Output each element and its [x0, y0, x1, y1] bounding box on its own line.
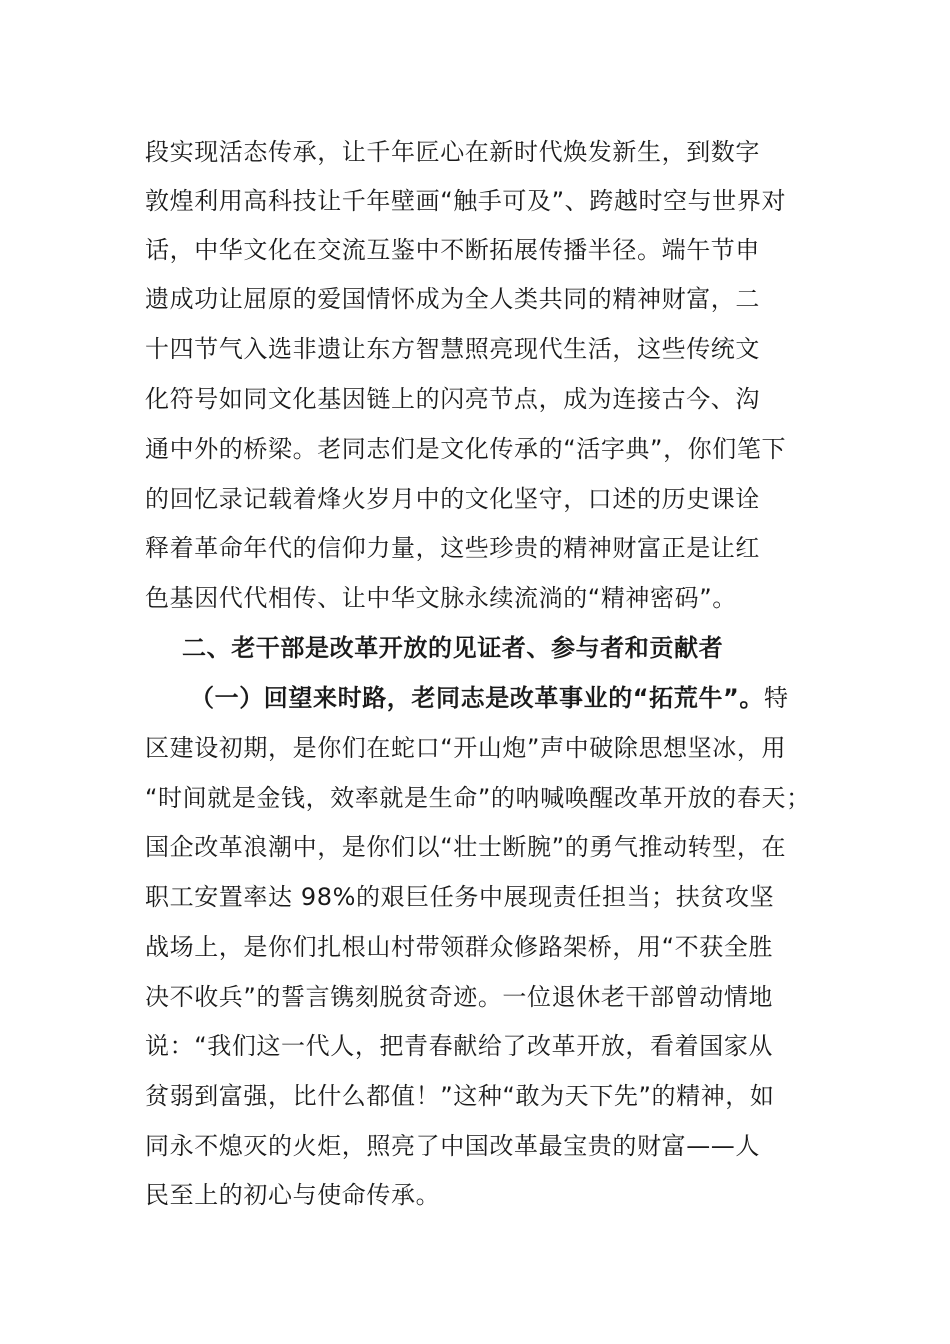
paragraph-line: 化符号如同文化基因链上的闪亮节点，成为连接古今、沟 [145, 385, 760, 413]
paragraph-line: 战场上，是你们扎根山村带领群众修路架桥，用“不获全胜 [145, 933, 774, 961]
paragraph-line: 同永不熄灭的火炬，照亮了中国改革最宝贵的财富——人 [145, 1132, 760, 1160]
paragraph-line: 十四节气入选非遗让东方智慧照亮现代生活，这些传统文 [145, 335, 760, 363]
paragraph-line: 释着革命年代的信仰力量，这些珍贵的精神财富正是让红 [145, 534, 760, 562]
paragraph-line: “时间就是金钱，效率就是生命”的呐喊唤醒改革开放的春天； [145, 784, 811, 812]
section-heading: 二、老干部是改革开放的见证者、参与者和贡献者 [182, 634, 724, 662]
subheading-bold: （一）回望来时路，老同志是改革事业的“拓荒牛”。 [190, 684, 764, 712]
subheading-rest: 特 [763, 684, 789, 712]
paragraph-line: 通中外的桥梁。老同志们是文化传承的“活字典”，你们笔下 [145, 435, 787, 463]
paragraph-line: 敦煌利用高科技让千年壁画“触手可及”、跨越时空与世界对 [145, 187, 787, 215]
paragraph-line: 话，中华文化在交流互鉴中不断拓展传播半径。端午节申 [145, 236, 760, 264]
paragraph-line: 段实现活态传承，让千年匠心在新时代焕发新生，到数字 [145, 138, 760, 166]
paragraph-line: 说：“我们这一代人，把青春献给了改革开放，看着国家从 [145, 1032, 774, 1060]
paragraph-line: 遗成功让屈原的爱国情怀成为全人类共同的精神财富，二 [145, 285, 760, 313]
paragraph-line: 职工安置率达 98%的艰巨任务中展现责任担当；扶贫攻坚 [145, 883, 775, 911]
paragraph-line: 决不收兵”的誓言镌刻脱贫奇迹。一位退休老干部曾动情地 [145, 983, 774, 1011]
paragraph-line: 色基因代代相传、让中华文脉永续流淌的“精神密码”。 [145, 584, 737, 612]
paragraph-line: 区建设初期，是你们在蛇口“开山炮”声中破除思想坚冰，用 [145, 734, 787, 762]
subheading-line [190, 683, 789, 713]
paragraph-line: 的回忆录记载着烽火岁月中的文化坚守，口述的历史课诠 [145, 485, 760, 513]
paragraph-line: 贫弱到富强，比什么都值！”这种“敢为天下先”的精神，如 [145, 1082, 775, 1110]
paragraph-line: 民至上的初心与使命传承。 [145, 1181, 441, 1209]
paragraph-line: 国企改革浪潮中，是你们以“壮士断腕”的勇气推动转型，在 [145, 833, 787, 861]
